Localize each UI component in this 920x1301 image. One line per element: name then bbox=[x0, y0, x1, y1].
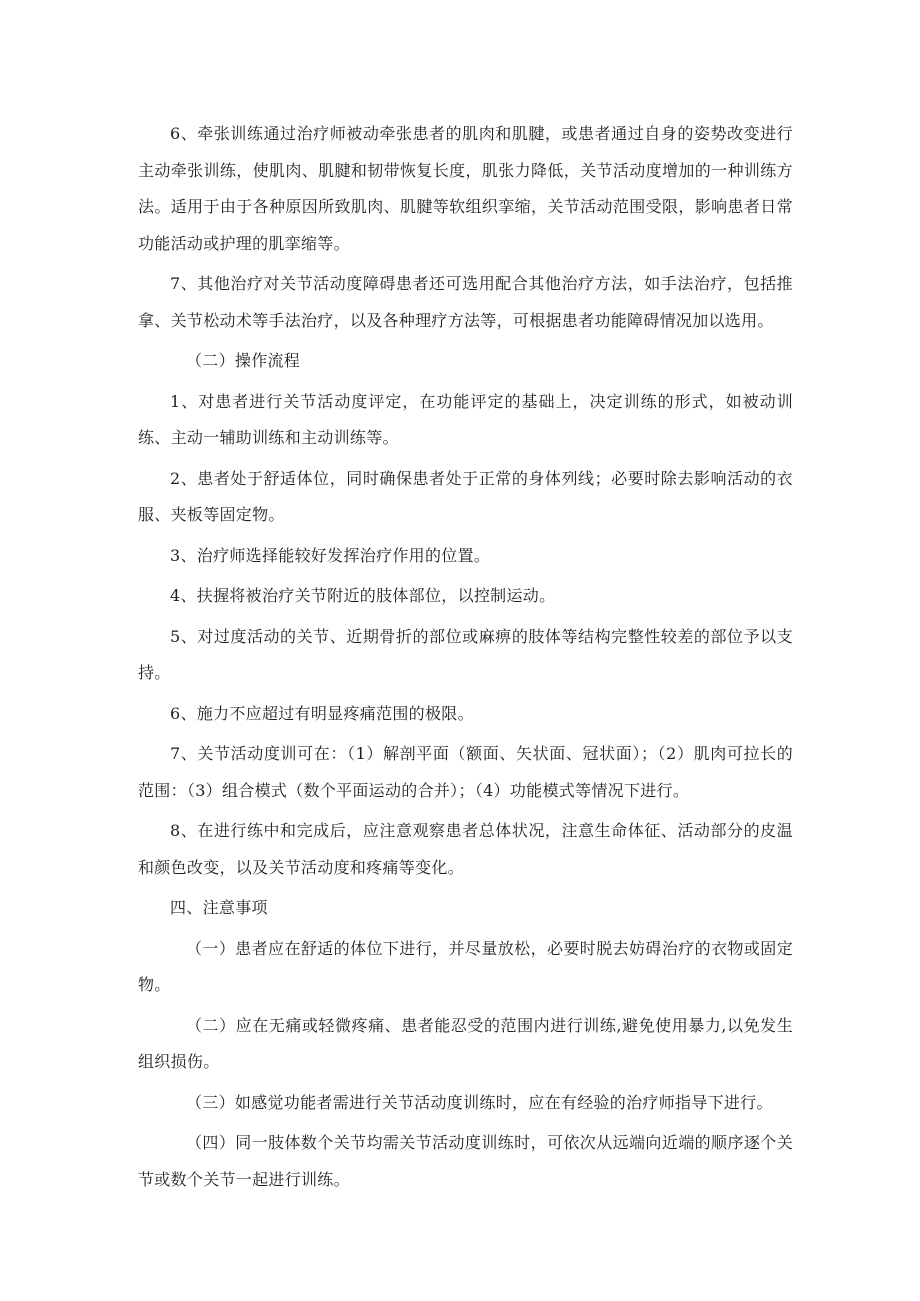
paragraph-note-2: （二）应在无痛或轻微疼痛、患者能忍受的范围内进行训练,避免使用暴力,以免发生组织损伤。 bbox=[138, 1015, 793, 1071]
paragraph-step-2: 2、患者处于舒适体位，同时确保患者处于正常的身体列线；必要时除去影响活动的衣服、夹板等固定物。 bbox=[138, 468, 793, 524]
paragraph-step-7: 7、关节活动度训可在：（1）解剖平面（额面、矢状面、冠状面）；（2）肌肉可拉长的范围：（3）组合模式（数个平面运动的合并）；（4）功能模式等情况下进行。 bbox=[138, 744, 793, 800]
document-body bbox=[138, 116, 793, 1198]
paragraph-step-5: 5、对过度活动的关节、近期骨折的部位或麻痹的肢体等结构完整性较差的部位予以支持。 bbox=[138, 626, 793, 682]
paragraph-step-3: 3、治疗师选择能较好发挥治疗作用的位置。 bbox=[170, 545, 491, 565]
paragraph-note-4: （四）同一肢体数个关节均需关节活动度训练时，可依次从远端向近端的顺序逐个关节或数个关节一起进行训练。 bbox=[138, 1133, 793, 1189]
paragraph-stretch-training: 6、牵张训练通过治疗师被动牵张患者的肌肉和肌腱，或患者通过自身的姿势改变进行主动牵张训练，使肌肉、肌腱和韧带恢复长度，肌张力降低，关节活动度增加的一种训练方法。适用于由于各种原因所致肌肉、肌腱等软组织挛缩，关节活动范围受限，影响患者日常功能活动或护理的肌挛缩等。 bbox=[138, 124, 793, 253]
paragraph-step-4: 4、扶握将被治疗关节附近的肢体部位，以控制运动。 bbox=[170, 586, 556, 605]
section-heading-operation: （二）操作流程 bbox=[186, 351, 301, 370]
paragraph-step-1: 1、对患者进行关节活动度评定，在功能评定的基础上，决定训练的形式，如被动训练、主动一辅助训练和主动训练等。 bbox=[138, 391, 793, 447]
paragraph-note-1: （一）患者应在舒适的体位下进行，并尽量放松，必要时脱去妨碍治疗的衣物或固定物。 bbox=[138, 938, 793, 994]
section-heading-notes: 四、注意事项 bbox=[170, 898, 268, 917]
paragraph-step-8: 8、在进行练中和完成后，应注意观察患者总体状况，注意生命体征、活动部分的皮温和颜色改变，以及关节活动度和疼痛等变化。 bbox=[138, 821, 793, 877]
paragraph-note-3: （三）如感觉功能者需进行关节活动度训练时，应在有经验的治疗师指导下进行。 bbox=[186, 1092, 773, 1112]
paragraph-step-6: 6、施力不应超过有明显疼痛范围的极限。 bbox=[170, 703, 474, 723]
paragraph-other-treatment: 7、其他治疗对关节活动度障碍患者还可选用配合其他治疗方法，如手法治疗，包括推拿、关节松动术等手法治疗，以及各种理疗方法等，可根据患者功能障碍情况加以选用。 bbox=[138, 274, 793, 330]
